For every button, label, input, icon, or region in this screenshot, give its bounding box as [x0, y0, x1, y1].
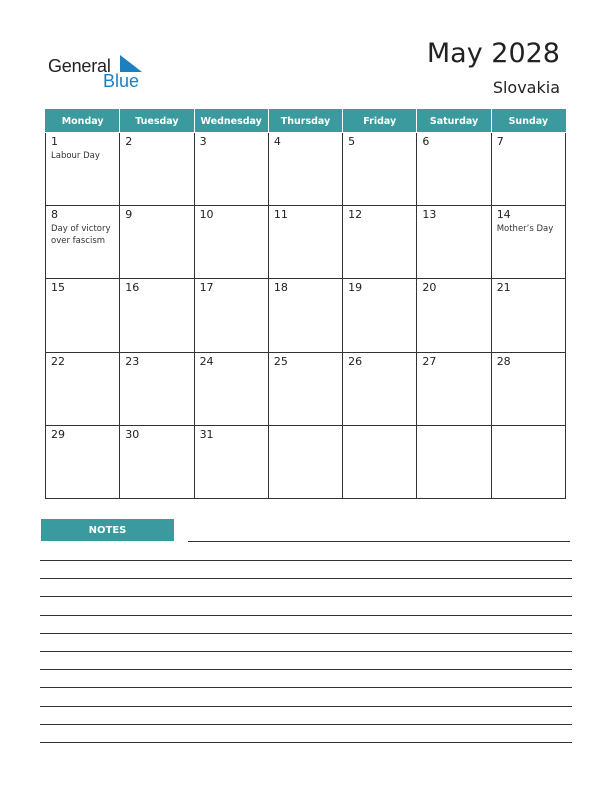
calendar-body: [46, 133, 566, 499]
day-cell: [120, 206, 194, 279]
week-row: [46, 425, 566, 498]
day-number: 8: [51, 208, 58, 222]
notes-rule-line: [40, 669, 572, 670]
day-cell: [491, 279, 565, 352]
notes-rule-line: [40, 560, 572, 561]
day-cell: [194, 279, 268, 352]
notes-rule-line: [40, 706, 572, 707]
day-number: 27: [422, 354, 437, 368]
day-cell: [120, 425, 194, 498]
notes-rule-line: [40, 742, 572, 743]
day-cell: [343, 279, 417, 352]
week-row: [46, 133, 566, 206]
day-cell: [343, 133, 417, 206]
day-number: 24: [199, 354, 214, 368]
day-number: 6: [422, 135, 430, 148]
weekday-header-tuesday: Tuesday: [120, 110, 194, 133]
day-cell: [491, 425, 565, 498]
week-row: [46, 279, 566, 352]
country-subtitle: Slovakia: [492, 78, 560, 97]
day-cell: [491, 206, 565, 279]
weekday-header-wednesday: Wednesday: [194, 110, 268, 133]
day-number: 7: [496, 135, 504, 148]
day-number: 9: [125, 208, 133, 222]
weekday-header-saturday: Saturday: [417, 110, 491, 133]
day-cell: [343, 206, 417, 279]
day-number: 25: [273, 354, 288, 368]
week-row: [46, 206, 566, 279]
holiday-label: Day of victory over fascism: [51, 224, 111, 247]
day-cell: [46, 206, 120, 279]
day-number: 2: [125, 135, 133, 148]
weekday-header-monday: Monday: [46, 110, 120, 133]
notes-rule-line: [40, 596, 572, 597]
day-cell: [491, 133, 565, 206]
day-number: 20: [422, 281, 437, 295]
day-number: 31: [199, 427, 214, 441]
day-cell: [268, 206, 342, 279]
holiday-label: Labour Day: [51, 151, 100, 161]
day-cell: [417, 352, 491, 425]
day-number: 17: [199, 281, 214, 295]
weekday-header-thursday: Thursday: [268, 110, 342, 133]
day-cell: [194, 133, 268, 206]
day-cell: [46, 133, 120, 206]
calendar-grid: [45, 109, 566, 499]
notes-rule-line: [40, 633, 572, 634]
day-cell: [343, 352, 417, 425]
notes-rule-line: [40, 724, 572, 725]
logo-text-general: General: [48, 56, 111, 76]
day-cell: [417, 279, 491, 352]
day-cell: [120, 133, 194, 206]
day-cell: [491, 352, 565, 425]
day-cell: [268, 133, 342, 206]
day-number: 13: [422, 208, 437, 222]
week-row: [46, 352, 566, 425]
weekday-header-row: [46, 110, 566, 133]
day-cell: [120, 279, 194, 352]
day-number: 26: [348, 354, 363, 368]
day-number: 30: [125, 427, 140, 441]
page-title: May 2028: [426, 38, 560, 69]
day-cell: [46, 352, 120, 425]
notes-rule-line: [40, 578, 572, 579]
day-cell: [268, 425, 342, 498]
day-number: 22: [51, 354, 65, 368]
notes-rule-line: [188, 541, 570, 542]
day-cell: [417, 425, 491, 498]
day-number: 21: [496, 281, 511, 295]
notes-rule-line: [40, 651, 572, 652]
notes-rule-line: [40, 687, 572, 688]
day-cell: [343, 425, 417, 498]
holiday-label: Mother’s Day: [496, 224, 554, 235]
day-cell: [46, 425, 120, 498]
day-number: 11: [273, 208, 288, 222]
day-number: 5: [348, 135, 356, 148]
day-number: 23: [125, 354, 140, 368]
day-cell: [268, 352, 342, 425]
day-cell: [46, 279, 120, 352]
day-number: 1: [51, 135, 58, 148]
day-number: 16: [125, 281, 140, 295]
weekday-header-friday: Friday: [343, 110, 417, 133]
logo-triangle-icon: [120, 55, 142, 72]
day-cell: [268, 279, 342, 352]
day-number: 18: [273, 281, 288, 295]
notes-rule-line: [40, 615, 572, 616]
day-cell: [417, 206, 491, 279]
day-number: 12: [348, 208, 363, 222]
day-cell: [120, 352, 194, 425]
day-number: 19: [348, 281, 363, 295]
day-number: 29: [51, 427, 65, 441]
day-cell: [417, 133, 491, 206]
generalblue-logo: [48, 54, 158, 94]
day-cell: [194, 425, 268, 498]
logo-text-blue: Blue: [103, 71, 140, 91]
day-cell: [194, 352, 268, 425]
day-number: 10: [199, 208, 214, 222]
weekday-header-sunday: Sunday: [491, 110, 565, 133]
day-number: 3: [199, 135, 207, 148]
day-number: 4: [273, 135, 281, 148]
notes-label: NOTES: [41, 519, 174, 541]
day-number: 15: [51, 281, 65, 295]
day-number: 14: [496, 208, 511, 222]
day-number: 28: [496, 354, 511, 368]
day-cell: [194, 206, 268, 279]
